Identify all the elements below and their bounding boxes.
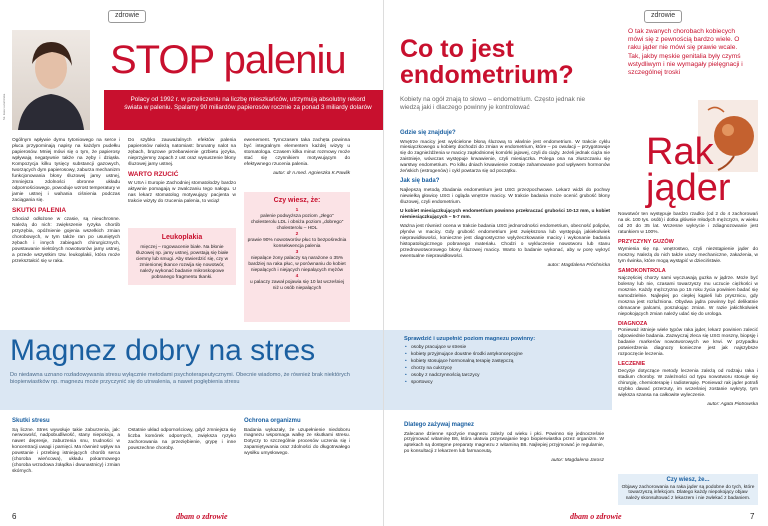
footer-logo: dbam o zdrowie [176, 512, 228, 521]
subheading: Ochrona organizmu [244, 418, 301, 424]
photo-caption: fot. Ewa Lutomirska [2, 93, 6, 120]
paragraph: Najlepszą metodą zbadania endometrium jest USG przezpochwowe. Lekarz widzi do pochwy niewielką głowicę USG i ogląda wnętrze macicy. W trakcie badania może ocenić grubość błony śluzowej, czyli endometrium. [400, 187, 610, 205]
subheading: DIAGNOZA [618, 320, 648, 327]
sidebar-quote: O tak zwanych chorobach kobiecych mówi się z pewnością bardzo wiele. O raku jąder nie mówi się prawie wcale. Tak, jakby męskie genitalia były czymś wstydliwym i nie wymagały pielęgnacji i szczególnej troski [628, 28, 743, 77]
paragraph-bold: U kobiet miesiączkujących endometrium powinno przekraczać grubości 10-12 mm, u kobiet niemiesiączkujących – 5-7 mm. [400, 208, 610, 220]
did-you-know-box [618, 474, 758, 505]
subheading: SKUTKI PALENIA [12, 206, 67, 214]
subheading: Jak się bada? [400, 178, 440, 185]
subheading: WARTO RZUCIĆ [128, 170, 179, 178]
right-page [384, 0, 768, 526]
subheading: PRZYCZYNY GUZÓW [618, 238, 674, 245]
rak-article [618, 212, 758, 408]
magnez-column-3 [244, 416, 350, 460]
rak-title: Rak jąder [646, 131, 731, 210]
magnez-checklist [404, 336, 604, 387]
list-item: • osoby pracujące w stresie [404, 345, 604, 351]
lead-magnez: Do niedawna uznano rozładowywania stresu wyłącznie metodami psychoterapeutycznymi. Obecnie wiadomo, że również brak niektórych biopierwiastków np. magnezu może przyczynić się do utrwalenia, a nawet pogłębienia stresu [10, 372, 350, 385]
fact-item: 2 prawie 90% nowotworów płuc to bezpośrednia konsekwencja palenia [247, 231, 347, 249]
fact-item: 4 u palaczy zawał pojawia się 10 lat wcześniej niż u osób niepalących [249, 273, 345, 291]
box-text: mięczej – rogowacenie białe. Na błonie śluzowej np. jamy ustnej, powstają się białe ciemny lub smugi. Aby stwierdzić się, czy w zmienionej tkance rozwija się nowotwór, należy wykonać badanie mikroskopowe pobranego fragmentu tkanki. [135, 244, 229, 280]
checklist-title: Sprawdzić i uzupełnić poziom magnezu powinny: [404, 336, 536, 342]
author-photo [12, 30, 90, 130]
author: autor: Magdalena Próchnicka [547, 262, 610, 268]
author: autor: dr n.med. Agnieszka K.Pawlik [273, 170, 350, 176]
paragraph: W USA i Europie Zachodniej stomatolodzy bardzo aktywnie pomagają w zwalczaniu tego nałogu. U nas lekarz stomatolog motywujący pacjenta w trakcie wizyty do rzucenia palenia, to wciąż [128, 181, 236, 204]
paragraph: Są liczne. Stres wywołuje takie zaburzenia, jak: nerwowość, nadpobudliwość, stany niepokoju, a nawet depresje, zaburzenia snu, trudności w koncentracji uwagi i pamięci. Ma również wpływ na powstanie i przebieg istniejących chorób serca (choroba wieńcowa), układu pokarmowego (choroba wrzodowa żołądka i dwunastnicy) i zmian skórnych. [12, 427, 120, 475]
box-text: Objawy zachorowania na raka jąder są podobne do tych, które towarzyszą infekcjom. Dlatego każdy niepokojący objaw należy skonsultować z lekarzem i nie zwlekać z badaniem. [621, 484, 755, 502]
article-column-3 [244, 138, 350, 177]
magnez-column-2 [128, 428, 236, 455]
lead: Kobiety na ogół znają to słowo – endometrium. Często jednak nie wiedzą jaki i dlaczego powinny je kontrolować [400, 96, 586, 112]
paragraph: Nowotwór ten występuje bardzo rzadko (od 2 do 4 zachorowań na ok. 100 tys. osób) i dotka głównie młodych mężczyzn, w wieku od 20 do 35 lat. Wczesne wykrycie i zdiagnozowanie jest ratunkiem w 100%. [618, 212, 758, 235]
box-title: Leukoplakia [161, 234, 203, 241]
list-item: • chorzy na cukrzycę [404, 366, 604, 372]
headline: STOP paleniu [110, 38, 346, 82]
list-item: • kobiety przyjmujące doustne środki antykoncepcyjne [404, 352, 604, 358]
paragraph: Chociaż odłożone w czasie, są nieuchronne. Należą do nich: zwiększenie ryzyka chorób przyzębia, opóźnienie gojenia wszelkich zmian chorobowych, w tym także ran po usuniętych zębach i innych zabiegach chirurgicznych, powstawanie niektórych nowotworów jamy ustnej, a przede wszystkim tzw. leukoplakii, która może przekształcić się w raka. [12, 216, 120, 264]
paragraph: Ponieważ istnieje wiele typów raka jąder, lekarz powinien zalecić odpowiednie badania. Zazwyczaj zleca się USG moszny, biopsję i badanie markerów nowotworowych we krwi. W przypadku potwierdzenia diagnozy konieczne jest jak najszybsze rozpoczęcie leczenia. [618, 328, 758, 358]
list-item: • kobiety stosujące hormonalną terapię zastępczą [404, 359, 604, 365]
paragraph: Wymienia się np. wnętrostwo, czyli niezstąpienie jąder do moszny. Należą do nich także urazy mechaniczne, zakażenia, w tym świnka, które mogą wystąpić w dzieciństwie. [618, 246, 758, 264]
section-tab: zdrowie [108, 10, 146, 23]
section-tab: zdrowie [644, 10, 682, 23]
paragraph: Ostatnie układ odpornościowy, gdyż zmniejsza się liczba komórek odpornych, zwiększa ryzyko zachorowania na przeziębienie, grypę i inne powszechne choroby. [128, 428, 236, 451]
paragraph: Zalecane dzienne spożycie magnezu zależy od wieku i płci. Powinno się jednocześnie przyjmować witaminę B6, która ułatwia przyswajanie tego biopierwiastka przez organizm. W aptekach są dostępne preparaty magnezu z witaminą B6. Najlepiej przyjmować je regularnie, po konsultacji z lekarzem lub farmaceutą. [404, 431, 604, 455]
list-item: • sportowcy [404, 380, 604, 386]
magnez-column-1 [12, 416, 120, 478]
footer-logo: dbam o zdrowie [570, 512, 622, 521]
page-number: 6 [12, 512, 17, 521]
paragraph: Ważna jest również ocena w trakcie badania USG jednorodności endometrium, obecność polipów, płynów w macicy. Gdy grubość endometrium jest zwiększona lub występują jakiekolwiek nieprawidłowości, konieczne jest diagnostyczne wyłyżeczkowanie macicy i wykonanie badania histopatologicznego pobranego materiału. Chodzi o wykluczenie nowotworu lub stanu przednowotworowego błony śluzowej macicy. Warto to badanie wykonać, aby w porę wykryć ewentualne nieprawidłowości. [400, 223, 610, 259]
paragraph: Najczęściej chorzy sami wyczuwają guzka w jądrze. Może być bolesny lub nie, czasami towarzyszy mu uczucie ciężkości w mosznie. Każdy mężczyzna po 15 roku życia powinien badać się samodzielnie. Najlepiej po ciepłej kąpieli lub prysznicu, gdy moszna jest rozluźniona. Obydwa jądra powinny być delikatnie obmacane palcami, poszukując zmian. W razie jakichkolwiek niepokojących zmian należy udać się do urologa. [618, 275, 758, 317]
portrait-image [12, 30, 90, 130]
fact-item: 3 niepalące żony palaczy są narażone o 35% bardziej na raka płuc, w porównaniu do kobiet niepalących i niejących niepalących mężów [248, 249, 346, 273]
box-title: Czy wiesz, że: [273, 197, 321, 204]
subheading: LECZENIE [618, 361, 646, 368]
subheading: Gdzie się znajduje? [400, 130, 456, 136]
subheading: Skutki stresu [12, 418, 50, 424]
author: autor: Agata Piotrowska [707, 402, 758, 408]
lead-band: Polacy od 1992 r. w przeliczeniu na liczbę mieszkańców, utrzymują absolutny rekord świata w paleniu. Spalamy 90 miliardów papierosów rocznie za ponad 3 miliardy dolarów [104, 90, 384, 130]
headline: Co to jest endometrium? [400, 35, 574, 90]
author: autor: Magdalena Jarosz [551, 458, 604, 464]
article-column-2 [128, 138, 236, 208]
list-item: • osoby z nadczynnością tarczycy [404, 373, 604, 379]
page-number: 7 [750, 512, 755, 521]
subheading: SAMOKONTROLA [618, 267, 666, 274]
headline-magnez: Magnez dobry na stres [10, 334, 316, 367]
paragraph: ewenement. Tymczasem taka zachęta powinna być integralnym elementem każdej wizyty u stomatologa. Czasem kilka minut rozmowy może stać się czynnikiem motywującym do efektywnego rzucenia palenia. [244, 138, 350, 167]
magnez-column-4 [404, 420, 604, 464]
paragraph: Wnętrze macicy jest wyścielone błoną śluzową to właśnie jest endometrium. W trakcie cyklu miesiączkowego u kobiety dochodzi do zmian w endometrium, które – po owulacji – przygotowuje się do zagnieżdżenia w macicy zapłodnionej komórki jajowej, czyli do ciąży. Jeżeli jednak ciąża nie zaistnieje, wówczas występuje krwawienie, czyli miesiączka. Polega ona na złuszczaniu się warstwy endometrium. Po kilku dniach krwawienie zostaje zahamowane pod wpływem hormonów żeńskich (estrogenów) i cykl powtarza się od początku. [400, 139, 610, 175]
subheading: Dlatego zażywaj magnez [404, 422, 475, 428]
paragraph: Ogólnym wpływie dymu tytoniowego na serce i płuca przypominają napisy na każdym pudełku papierosów. Mniej mówi się o tym, że papierosy wpływają negatywnie także na zęby i dziąsła. Kompozycja kilku tysięcy substancji gazowych, tworzących dym papierosowy, zaburza mechanizm funkcjonowania błony śluzowej jamy ustnej, zmniejsza zdolności obronne układu odpornościowego, powoduje wzrost temperatury w jamie ustnej i wahania ciśnienia podczas zaciągania się. [12, 138, 120, 203]
box-title: Czy wiesz, że... [666, 477, 710, 483]
did-you-know-box [244, 192, 350, 322]
paragraph: Badania wykazały, że uzupełnienie niedoboru magnezu wspomaga walkę ze skutkami stresu. Dotyczy to szczególnie procesów uczenia się i zapamiętywania oraz zdolności do długotrwałego wysiłku umysłowego. [244, 427, 350, 457]
article-column-1 [12, 138, 120, 268]
paragraph: Decyzje dotyczące metody leczenia zależą od rodzaju raka i stadium choroby. W zależności od typu nowotworu stosuje się chirurgię, chemioterapię i radioterapię. Ponieważ rak jąder potrafi szybko dawać przerzuty, im wcześniej zostanie wykryty, tym większa szansa na całkowite wyleczenie. [618, 369, 758, 399]
paragraph: Do szybko zauważalnych efektów palenia papierosów należą natomiast: brunatny nalot na zębach, brązowe przebarwienie grzbietu języka, nieprzyjemny zapach z ust oraz wysuszenie błony śluzowej jamy ustnej. [128, 138, 236, 167]
endometrium-article [400, 128, 610, 269]
leukoplakia-box [128, 228, 236, 285]
fact-item: 1 palenie podwyższa poziom „złego” cholesterolu LDL i obniża poziom „dobrego” cholesterolu – HDL [250, 207, 344, 231]
